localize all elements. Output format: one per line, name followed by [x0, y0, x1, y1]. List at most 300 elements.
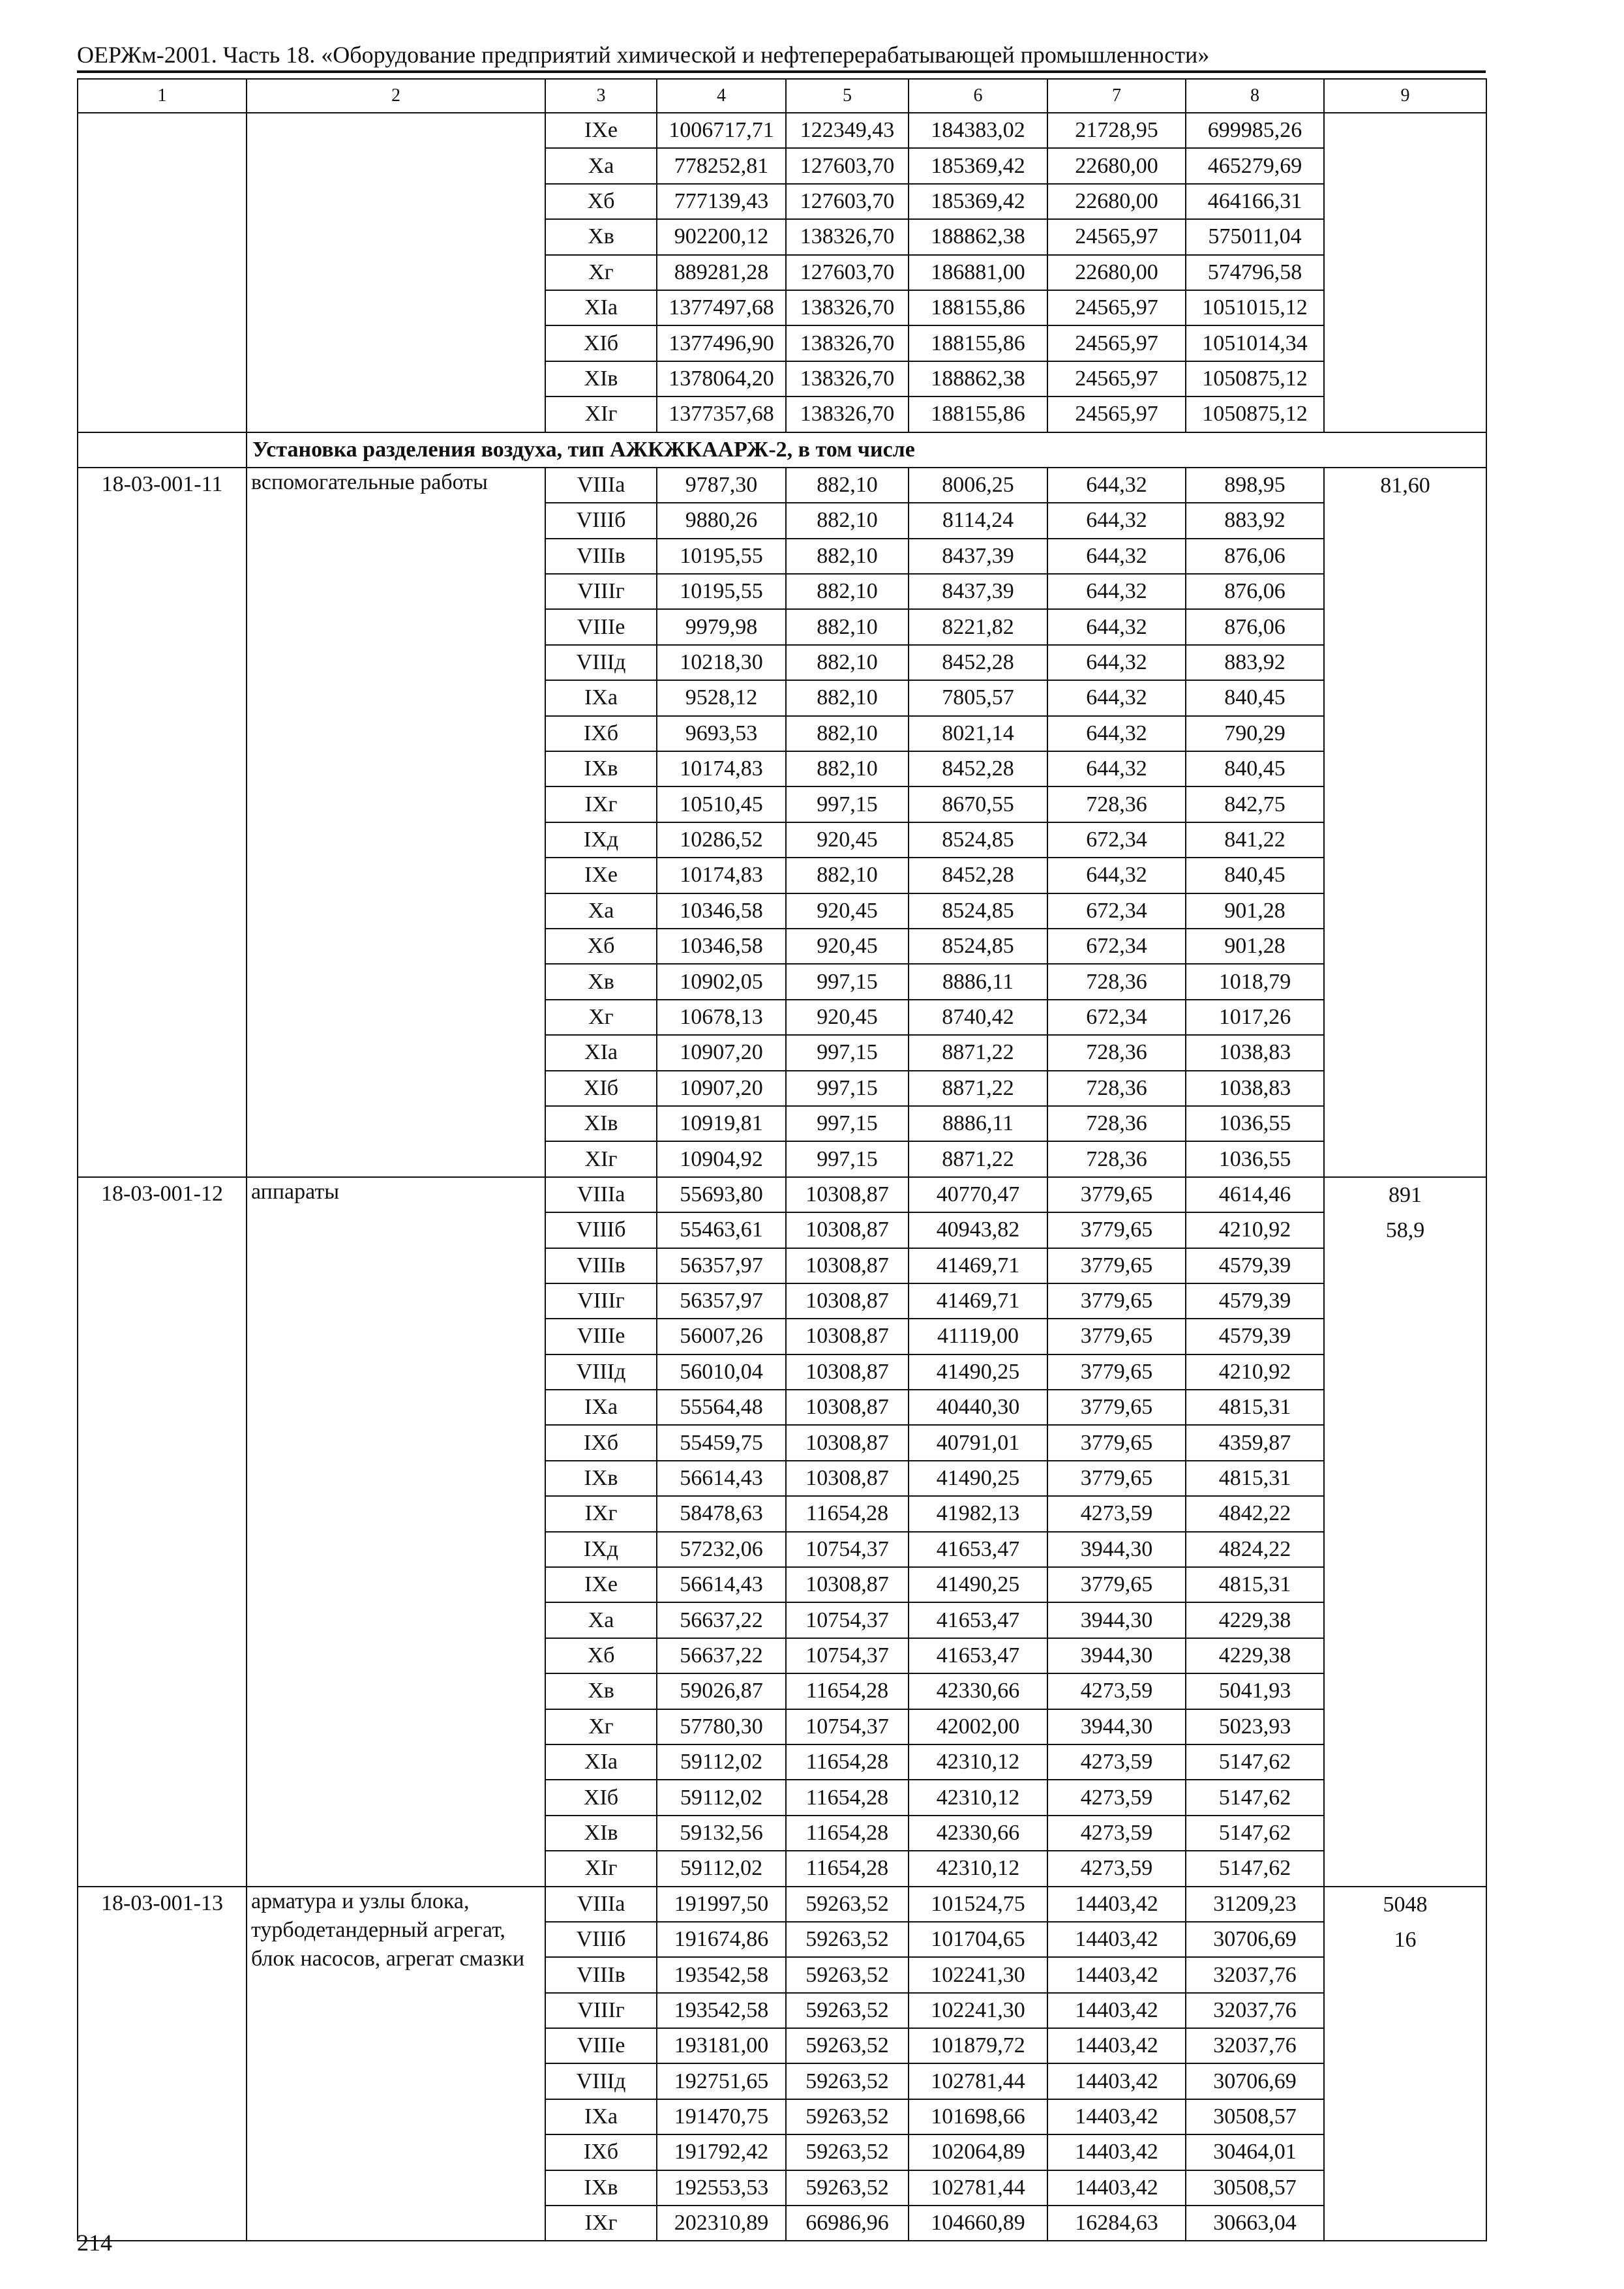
- value-cell: 10346,58: [657, 929, 786, 964]
- value-cell: 8114,24: [909, 503, 1047, 538]
- col9-cell: [1324, 468, 1486, 1177]
- value-cell: 4210,92: [1186, 1354, 1324, 1390]
- value-cell: 1038,83: [1186, 1035, 1324, 1070]
- value-cell: 14403,42: [1047, 1887, 1186, 1922]
- value-cell: 191674,86: [657, 1922, 786, 1957]
- region-code-cell: Xв: [545, 964, 657, 999]
- value-cell: 58478,63: [657, 1496, 786, 1531]
- value-cell: 7805,57: [909, 680, 1047, 715]
- value-cell: 3779,65: [1047, 1354, 1186, 1390]
- value-cell: 127603,70: [786, 184, 909, 219]
- value-cell: 889281,28: [657, 255, 786, 290]
- value-cell: 41653,47: [909, 1532, 1047, 1567]
- value-cell: 41653,47: [909, 1602, 1047, 1638]
- region-code-cell: VIIIб: [545, 1922, 657, 1957]
- value-cell: 997,15: [786, 1035, 909, 1070]
- value-cell: 4579,39: [1186, 1248, 1324, 1283]
- column-number: 1: [78, 79, 247, 113]
- value-cell: 59263,52: [786, 2028, 909, 2063]
- value-cell: 11654,28: [786, 1816, 909, 1851]
- region-code-cell: IXд: [545, 1532, 657, 1567]
- value-cell: 3944,30: [1047, 1602, 1186, 1638]
- value-cell: 10907,20: [657, 1035, 786, 1070]
- region-code-cell: VIIIе: [545, 609, 657, 644]
- value-cell: 728,36: [1047, 1106, 1186, 1141]
- value-cell: 102064,89: [909, 2134, 1047, 2170]
- value-cell: 4359,87: [1186, 1425, 1324, 1460]
- value-cell: 10907,20: [657, 1071, 786, 1106]
- value-cell: 10919,81: [657, 1106, 786, 1141]
- region-code-cell: VIIIв: [545, 539, 657, 574]
- value-cell: 5147,62: [1186, 1816, 1324, 1851]
- value-cell: 59263,52: [786, 2099, 909, 2134]
- value-cell: 10308,87: [786, 1354, 909, 1390]
- value-cell: 8524,85: [909, 822, 1047, 858]
- region-code-cell: IXг: [545, 1496, 657, 1531]
- region-code-cell: IXе: [545, 113, 657, 148]
- value-cell: 101704,65: [909, 1922, 1047, 1957]
- region-code-cell: Xв: [545, 219, 657, 254]
- value-cell: 11654,28: [786, 1780, 909, 1815]
- value-cell: 4210,92: [1186, 1212, 1324, 1248]
- value-cell: 882,10: [786, 468, 909, 503]
- value-cell: 920,45: [786, 1000, 909, 1035]
- value-cell: 122349,43: [786, 113, 909, 148]
- value-cell: 644,32: [1047, 680, 1186, 715]
- value-cell: 901,28: [1186, 929, 1324, 964]
- region-code-cell: VIIIа: [545, 1177, 657, 1212]
- value-cell: 10902,05: [657, 964, 786, 999]
- value-cell: 3779,65: [1047, 1425, 1186, 1460]
- value-cell: 672,34: [1047, 893, 1186, 929]
- value-cell: 8886,11: [909, 964, 1047, 999]
- value-cell: 898,95: [1186, 468, 1324, 503]
- value-cell: 672,34: [1047, 1000, 1186, 1035]
- value-cell: 193181,00: [657, 2028, 786, 2063]
- column-number: 8: [1186, 79, 1324, 113]
- value-cell: 192553,53: [657, 2170, 786, 2206]
- value-cell: 127603,70: [786, 148, 909, 183]
- value-cell: 3944,30: [1047, 1532, 1186, 1567]
- value-cell: 901,28: [1186, 893, 1324, 929]
- value-cell: 728,36: [1047, 786, 1186, 822]
- region-code-cell: Xб: [545, 929, 657, 964]
- region-code-cell: Xа: [545, 893, 657, 929]
- value-cell: 59263,52: [786, 2063, 909, 2099]
- value-cell: 66986,96: [786, 2206, 909, 2241]
- value-cell: 32037,76: [1186, 1957, 1324, 1992]
- region-code-cell: VIIIа: [545, 468, 657, 503]
- col9-value: 5048: [1383, 1892, 1428, 1917]
- value-cell: 728,36: [1047, 1071, 1186, 1106]
- code-cell: [78, 113, 247, 432]
- value-cell: 4273,59: [1047, 1496, 1186, 1531]
- value-cell: 24565,97: [1047, 290, 1186, 325]
- value-cell: 41490,25: [909, 1354, 1047, 1390]
- value-cell: 1018,79: [1186, 964, 1324, 999]
- region-code-cell: VIIIб: [545, 503, 657, 538]
- value-cell: 188862,38: [909, 219, 1047, 254]
- value-cell: 8871,22: [909, 1141, 1047, 1176]
- value-cell: 1377496,90: [657, 325, 786, 361]
- value-cell: 1038,83: [1186, 1071, 1324, 1106]
- section-empty-cell: [78, 432, 247, 468]
- value-cell: 644,32: [1047, 468, 1186, 503]
- value-cell: 882,10: [786, 645, 909, 680]
- region-code-cell: IXб: [545, 2134, 657, 2170]
- section-row: [78, 432, 1486, 468]
- value-cell: 1377357,68: [657, 396, 786, 432]
- value-cell: 672,34: [1047, 822, 1186, 858]
- value-cell: 56614,43: [657, 1461, 786, 1496]
- value-cell: 102781,44: [909, 2170, 1047, 2206]
- value-cell: 11654,28: [786, 1496, 909, 1531]
- value-cell: 8437,39: [909, 574, 1047, 609]
- value-cell: 30706,69: [1186, 1922, 1324, 1957]
- value-cell: 465279,69: [1186, 148, 1324, 183]
- value-cell: 57780,30: [657, 1709, 786, 1744]
- value-cell: 1051015,12: [1186, 290, 1324, 325]
- value-cell: 14403,42: [1047, 2134, 1186, 2170]
- region-code-cell: XIг: [545, 1851, 657, 1886]
- value-cell: 728,36: [1047, 1035, 1186, 1070]
- value-cell: 9787,30: [657, 468, 786, 503]
- region-code-cell: Xг: [545, 1709, 657, 1744]
- region-code-cell: VIIIг: [545, 1993, 657, 2028]
- value-cell: 5147,62: [1186, 1780, 1324, 1815]
- region-code-cell: XIа: [545, 1035, 657, 1070]
- value-cell: 9693,53: [657, 716, 786, 751]
- value-cell: 9880,26: [657, 503, 786, 538]
- value-cell: 41490,25: [909, 1567, 1047, 1602]
- col9-value: 16: [1394, 1927, 1417, 1952]
- value-cell: 4229,38: [1186, 1638, 1324, 1673]
- value-cell: 4273,59: [1047, 1816, 1186, 1851]
- value-cell: 8437,39: [909, 539, 1047, 574]
- value-cell: 56007,26: [657, 1319, 786, 1354]
- value-cell: 30464,01: [1186, 2134, 1324, 2170]
- value-cell: 59263,52: [786, 1993, 909, 2028]
- value-cell: 11654,28: [786, 1851, 909, 1886]
- region-code-cell: VIIIд: [545, 645, 657, 680]
- value-cell: 59132,56: [657, 1816, 786, 1851]
- value-cell: 56357,97: [657, 1283, 786, 1319]
- value-cell: 185369,42: [909, 184, 1047, 219]
- table-row: [78, 1887, 1486, 1922]
- value-cell: 1036,55: [1186, 1141, 1324, 1176]
- value-cell: 55459,75: [657, 1425, 786, 1460]
- value-cell: 10308,87: [786, 1177, 909, 1212]
- value-cell: 42330,66: [909, 1816, 1047, 1851]
- region-code-cell: IXг: [545, 2206, 657, 2241]
- value-cell: 4815,31: [1186, 1461, 1324, 1496]
- value-cell: 11654,28: [786, 1744, 909, 1780]
- value-cell: 777139,43: [657, 184, 786, 219]
- region-code-cell: Xв: [545, 1673, 657, 1709]
- value-cell: 5147,62: [1186, 1744, 1324, 1780]
- region-code-cell: XIб: [545, 1071, 657, 1106]
- value-cell: 10308,87: [786, 1567, 909, 1602]
- value-cell: 59263,52: [786, 1922, 909, 1957]
- value-cell: 188155,86: [909, 396, 1047, 432]
- value-cell: 4815,31: [1186, 1390, 1324, 1425]
- value-cell: 10904,92: [657, 1141, 786, 1176]
- value-cell: 102781,44: [909, 2063, 1047, 2099]
- value-cell: 30508,57: [1186, 2099, 1324, 2134]
- rate-code: 18-03-001-13: [78, 1887, 247, 2241]
- value-cell: 10754,37: [786, 1532, 909, 1567]
- value-cell: 191792,42: [657, 2134, 786, 2170]
- value-cell: 191470,75: [657, 2099, 786, 2134]
- region-code-cell: VIIIб: [545, 1212, 657, 1248]
- value-cell: 882,10: [786, 609, 909, 644]
- region-code-cell: VIIIе: [545, 1319, 657, 1354]
- value-cell: 32037,76: [1186, 1993, 1324, 2028]
- value-cell: 882,10: [786, 574, 909, 609]
- value-cell: 876,06: [1186, 609, 1324, 644]
- value-cell: 882,10: [786, 716, 909, 751]
- rate-code: 18-03-001-12: [78, 1177, 247, 1887]
- value-cell: 55693,80: [657, 1177, 786, 1212]
- value-cell: 21728,95: [1047, 113, 1186, 148]
- value-cell: 882,10: [786, 539, 909, 574]
- value-cell: 10346,58: [657, 893, 786, 929]
- value-cell: 997,15: [786, 964, 909, 999]
- value-cell: 41469,71: [909, 1248, 1047, 1283]
- value-cell: 14403,42: [1047, 2170, 1186, 2206]
- value-cell: 10678,13: [657, 1000, 786, 1035]
- table-row: [78, 113, 1486, 148]
- value-cell: 10308,87: [786, 1248, 909, 1283]
- value-cell: 24565,97: [1047, 361, 1186, 396]
- value-cell: 56614,43: [657, 1567, 786, 1602]
- value-cell: 920,45: [786, 822, 909, 858]
- column-number: 5: [786, 79, 909, 113]
- value-cell: 138326,70: [786, 396, 909, 432]
- value-cell: 40770,47: [909, 1177, 1047, 1212]
- price-table: [77, 78, 1487, 2241]
- region-code-cell: IXе: [545, 858, 657, 893]
- region-code-cell: VIIIа: [545, 1887, 657, 1922]
- value-cell: 1378064,20: [657, 361, 786, 396]
- value-cell: 24565,97: [1047, 219, 1186, 254]
- region-code-cell: XIв: [545, 1106, 657, 1141]
- value-cell: 191997,50: [657, 1887, 786, 1922]
- value-cell: 3779,65: [1047, 1177, 1186, 1212]
- value-cell: 30508,57: [1186, 2170, 1324, 2206]
- value-cell: 4229,38: [1186, 1602, 1324, 1638]
- value-cell: 8452,28: [909, 645, 1047, 680]
- value-cell: 8021,14: [909, 716, 1047, 751]
- value-cell: 101698,66: [909, 2099, 1047, 2134]
- region-code-cell: IXд: [545, 822, 657, 858]
- value-cell: 16284,63: [1047, 2206, 1186, 2241]
- value-cell: 40791,01: [909, 1425, 1047, 1460]
- value-cell: 9528,12: [657, 680, 786, 715]
- value-cell: 3779,65: [1047, 1283, 1186, 1319]
- region-code-cell: Xб: [545, 1638, 657, 1673]
- value-cell: 842,75: [1186, 786, 1324, 822]
- work-name: аппараты: [247, 1177, 545, 1887]
- column-number: 6: [909, 79, 1047, 113]
- value-cell: 22680,00: [1047, 148, 1186, 183]
- value-cell: 22680,00: [1047, 184, 1186, 219]
- value-cell: 3779,65: [1047, 1319, 1186, 1354]
- value-cell: 22680,00: [1047, 255, 1186, 290]
- value-cell: 8524,85: [909, 893, 1047, 929]
- region-code-cell: Xг: [545, 1000, 657, 1035]
- value-cell: 59263,52: [786, 1957, 909, 1992]
- value-cell: 778252,81: [657, 148, 786, 183]
- value-cell: 59112,02: [657, 1744, 786, 1780]
- value-cell: 4273,59: [1047, 1744, 1186, 1780]
- work-name: арматура и узлы блока, турбодетандерный агрегат, блок насосов, агрегат смазки: [247, 1887, 545, 2241]
- value-cell: 41469,71: [909, 1283, 1047, 1319]
- value-cell: 55564,48: [657, 1390, 786, 1425]
- value-cell: 902200,12: [657, 219, 786, 254]
- value-cell: 3779,65: [1047, 1390, 1186, 1425]
- value-cell: 644,32: [1047, 645, 1186, 680]
- value-cell: 193542,58: [657, 1957, 786, 1992]
- value-cell: 31209,23: [1186, 1887, 1324, 1922]
- value-cell: 790,29: [1186, 716, 1324, 751]
- value-cell: 840,45: [1186, 680, 1324, 715]
- value-cell: 41490,25: [909, 1461, 1047, 1496]
- value-cell: 56010,04: [657, 1354, 786, 1390]
- value-cell: 10308,87: [786, 1390, 909, 1425]
- value-cell: 8221,82: [909, 609, 1047, 644]
- value-cell: 8871,22: [909, 1071, 1047, 1106]
- value-cell: 574796,58: [1186, 255, 1324, 290]
- value-cell: 882,10: [786, 680, 909, 715]
- value-cell: 728,36: [1047, 964, 1186, 999]
- region-code-cell: Xб: [545, 184, 657, 219]
- value-cell: 42310,12: [909, 1744, 1047, 1780]
- value-cell: 59112,02: [657, 1851, 786, 1886]
- value-cell: 5023,93: [1186, 1709, 1324, 1744]
- value-cell: 920,45: [786, 929, 909, 964]
- value-cell: 10754,37: [786, 1709, 909, 1744]
- table-row: [78, 1177, 1486, 1212]
- value-cell: 14403,42: [1047, 1957, 1186, 1992]
- value-cell: 24565,97: [1047, 325, 1186, 361]
- table-body: [78, 79, 1486, 2241]
- value-cell: 42310,12: [909, 1780, 1047, 1815]
- region-code-cell: IXб: [545, 1425, 657, 1460]
- col9-value: 81,60: [1380, 473, 1430, 498]
- region-code-cell: IXг: [545, 786, 657, 822]
- value-cell: 5147,62: [1186, 1851, 1324, 1886]
- region-code-cell: VIIIв: [545, 1248, 657, 1283]
- work-name: вспомогательные работы: [247, 468, 545, 1177]
- value-cell: 127603,70: [786, 255, 909, 290]
- col9-value: 891: [1389, 1182, 1422, 1207]
- value-cell: 1050875,12: [1186, 361, 1324, 396]
- value-cell: 9979,98: [657, 609, 786, 644]
- value-cell: 997,15: [786, 1106, 909, 1141]
- value-cell: 1377497,68: [657, 290, 786, 325]
- value-cell: 188155,86: [909, 325, 1047, 361]
- value-cell: 997,15: [786, 1071, 909, 1106]
- col9-cell: [1324, 1887, 1486, 2241]
- table-row: [78, 468, 1486, 503]
- value-cell: 104660,89: [909, 2206, 1047, 2241]
- region-code-cell: VIIIд: [545, 2063, 657, 2099]
- value-cell: 59263,52: [786, 2134, 909, 2170]
- value-cell: 840,45: [1186, 858, 1324, 893]
- value-cell: 59026,87: [657, 1673, 786, 1709]
- value-cell: 644,32: [1047, 539, 1186, 574]
- value-cell: 4824,22: [1186, 1532, 1324, 1567]
- value-cell: 10308,87: [786, 1212, 909, 1248]
- value-cell: 10218,30: [657, 645, 786, 680]
- value-cell: 1036,55: [1186, 1106, 1324, 1141]
- region-code-cell: Xа: [545, 1602, 657, 1638]
- value-cell: 59112,02: [657, 1780, 786, 1815]
- value-cell: 10174,83: [657, 858, 786, 893]
- value-cell: 4815,31: [1186, 1567, 1324, 1602]
- region-code-cell: XIг: [545, 1141, 657, 1176]
- column-number: 3: [545, 79, 657, 113]
- region-code-cell: XIв: [545, 1816, 657, 1851]
- value-cell: 883,92: [1186, 503, 1324, 538]
- region-code-cell: IXа: [545, 680, 657, 715]
- section-title: Установка разделения воздуха, тип АЖКЖКААРЖ-2, в том числе: [247, 432, 1486, 468]
- value-cell: 24565,97: [1047, 396, 1186, 432]
- value-cell: 10308,87: [786, 1319, 909, 1354]
- value-cell: 56637,22: [657, 1638, 786, 1673]
- col9-cell: [1324, 1177, 1486, 1887]
- value-cell: 14403,42: [1047, 2063, 1186, 2099]
- value-cell: 40943,82: [909, 1212, 1047, 1248]
- value-cell: 3779,65: [1047, 1461, 1186, 1496]
- value-cell: 138326,70: [786, 361, 909, 396]
- value-cell: 138326,70: [786, 219, 909, 254]
- value-cell: 102241,30: [909, 1993, 1047, 2028]
- value-cell: 42002,00: [909, 1709, 1047, 1744]
- value-cell: 4273,59: [1047, 1851, 1186, 1886]
- page-header: ОЕРЖм-2001. Часть 18. «Оборудование предприятий химической и нефтеперерабатывающей промышленности»: [77, 42, 1210, 68]
- region-code-cell: VIIIг: [545, 1283, 657, 1319]
- value-cell: 920,45: [786, 893, 909, 929]
- value-cell: 57232,06: [657, 1532, 786, 1567]
- header-rule: [77, 70, 1486, 73]
- value-cell: 8452,28: [909, 858, 1047, 893]
- page-number: 214: [77, 2230, 112, 2256]
- value-cell: 10308,87: [786, 1461, 909, 1496]
- value-cell: 185369,42: [909, 148, 1047, 183]
- value-cell: 3779,65: [1047, 1567, 1186, 1602]
- value-cell: 882,10: [786, 858, 909, 893]
- region-code-cell: VIIIв: [545, 1957, 657, 1992]
- value-cell: 14403,42: [1047, 2099, 1186, 2134]
- value-cell: 56637,22: [657, 1602, 786, 1638]
- region-code-cell: XIа: [545, 1744, 657, 1780]
- region-code-cell: IXв: [545, 2170, 657, 2206]
- value-cell: 10754,37: [786, 1638, 909, 1673]
- rate-code: 18-03-001-11: [78, 468, 247, 1177]
- region-code-cell: VIIIе: [545, 2028, 657, 2063]
- value-cell: 32037,76: [1186, 2028, 1324, 2063]
- value-cell: 644,32: [1047, 609, 1186, 644]
- value-cell: 464166,31: [1186, 184, 1324, 219]
- value-cell: 882,10: [786, 751, 909, 786]
- value-cell: 883,92: [1186, 645, 1324, 680]
- value-cell: 184383,02: [909, 113, 1047, 148]
- value-cell: 101524,75: [909, 1887, 1047, 1922]
- value-cell: 188862,38: [909, 361, 1047, 396]
- value-cell: 59263,52: [786, 1887, 909, 1922]
